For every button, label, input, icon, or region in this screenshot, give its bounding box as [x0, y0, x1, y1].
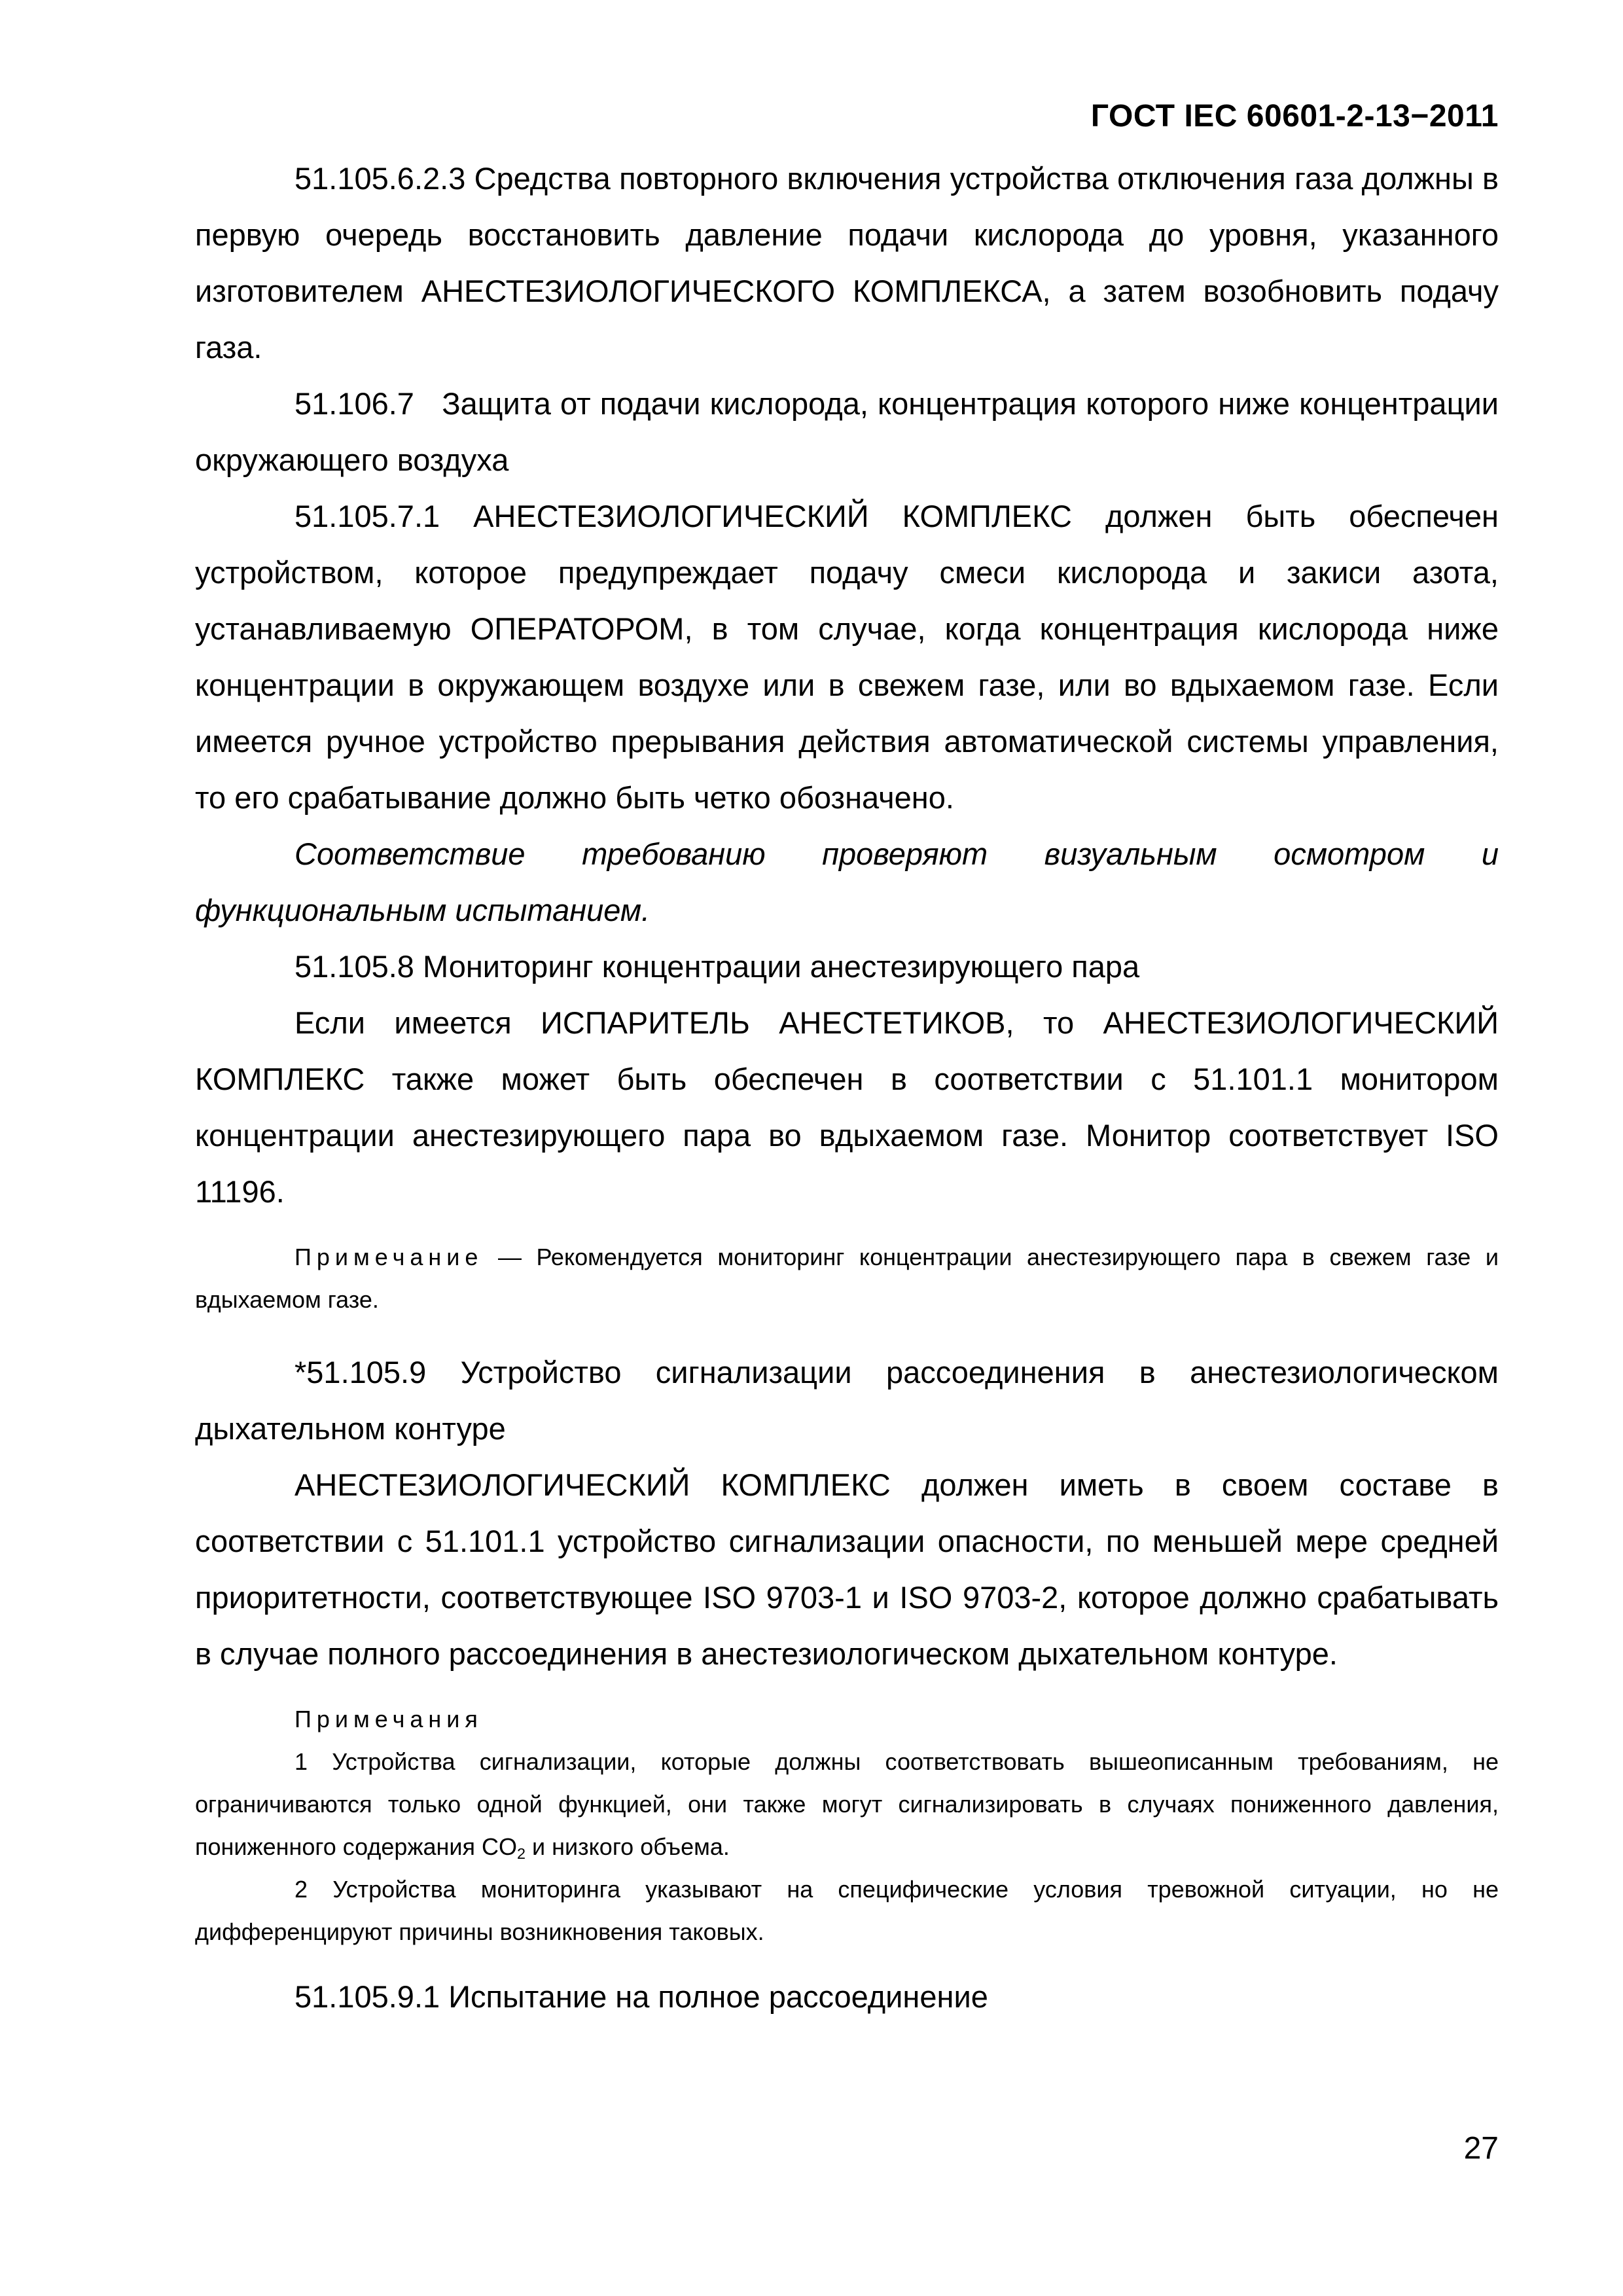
- document-header: ГОСТ IEC 60601-2-13−2011: [1090, 99, 1499, 134]
- document-body: [195, 151, 1508, 2025]
- heading-51-105-9: *51.105.9 Устройство сигнализации рассоединения в анестезиологическом дыхательном контуре: [195, 1355, 1499, 1446]
- notes-label: Примечания: [294, 1706, 483, 1732]
- paragraph-vaporizer-monitoring: Если имеется ИСПАРИТЕЛЬ АНЕСТЕТИКОВ, то АНЕСТЕЗИОЛОГИЧЕСКИЙ КОМПЛЕКС также может быть обеспечен в соответствии с 51.101.1 монитором концентрации анестезирующего пара во вдыхаемом газе. Монитор соответствует ISO 11196.: [195, 1005, 1499, 1209]
- heading-51-105-9-1: 51.105.9.1 Испытание на полное рассоединение: [294, 1979, 988, 2014]
- compliance-check-paragraph: Соответствие требованию проверяют визуальным осмотром и функциональным испытанием.: [195, 836, 1499, 927]
- paragraph-disconnection-alarm: АНЕСТЕЗИОЛОГИЧЕСКИЙ КОМПЛЕКС должен иметь в своем составе в соответствии с 51.101.1 устройство сигнализации опасности, по меньшей мере средней приоритетности, соответствующее ISO 9703-1 и ISO 9703-2, которое должно срабатывать в случае полного рассоединения в анестезиологическом дыхательном контуре.: [195, 1467, 1499, 1671]
- note-single: [195, 1236, 1499, 1321]
- paragraph-51-105-7-1: 51.105.7.1 АНЕСТЕЗИОЛОГИЧЕСКИЙ КОМПЛЕКС должен быть обеспечен устройством, которое предупреждает подачу смеси кислорода и закиси азота, устанавливаемую ОПЕРАТОРОМ, в том случае, когда концентрация кислорода ниже концентрации в окружающем воздухе или в свежем газе, или во вдыхаемом газе. Если имеется ручное устройство прерывания действия автоматической системы управления, то его срабатывание должно быть четко обозначено.: [195, 499, 1499, 815]
- note-label: Примечание: [294, 1244, 484, 1270]
- page-number: 27: [1463, 2131, 1499, 2166]
- heading-51-106-7: 51.106.7 Защита от подачи кислорода, концентрация которого ниже концентрации окружающего воздуха: [195, 386, 1508, 477]
- note-item-2: 2 Устройства мониторинга указывают на специфические условия тревожной ситуации, но не дифференцируют причины возникновения таковых.: [195, 1876, 1499, 1945]
- note-text: — Рекомендуется мониторинг концентрации анестезирующего пара в свежем газе и вдыхаемом газе.: [195, 1244, 1499, 1313]
- note-item-1: 1 Устройства сигнализации, которые должны соответствовать вышеописанным требованиям, не ограничиваются только одной функцией, они также могут сигнализировать в случаях пониженного давления, пониженного содержания $CO_2$ и низкого объема.: [195, 1748, 1499, 1862]
- paragraph-51-105-6-2-3: 51.105.6.2.3 Средства повторного включения устройства отключения газа должны в первую очередь восстановить давление подачи кислорода до уровня, указанного изготовителем АНЕСТЕЗИОЛОГИЧЕСКОГО КОМПЛЕКСА, а затем возобновить подачу газа.: [195, 161, 1499, 365]
- heading-51-105-8: 51.105.8 Мониторинг концентрации анестезирующего пара: [294, 949, 1140, 984]
